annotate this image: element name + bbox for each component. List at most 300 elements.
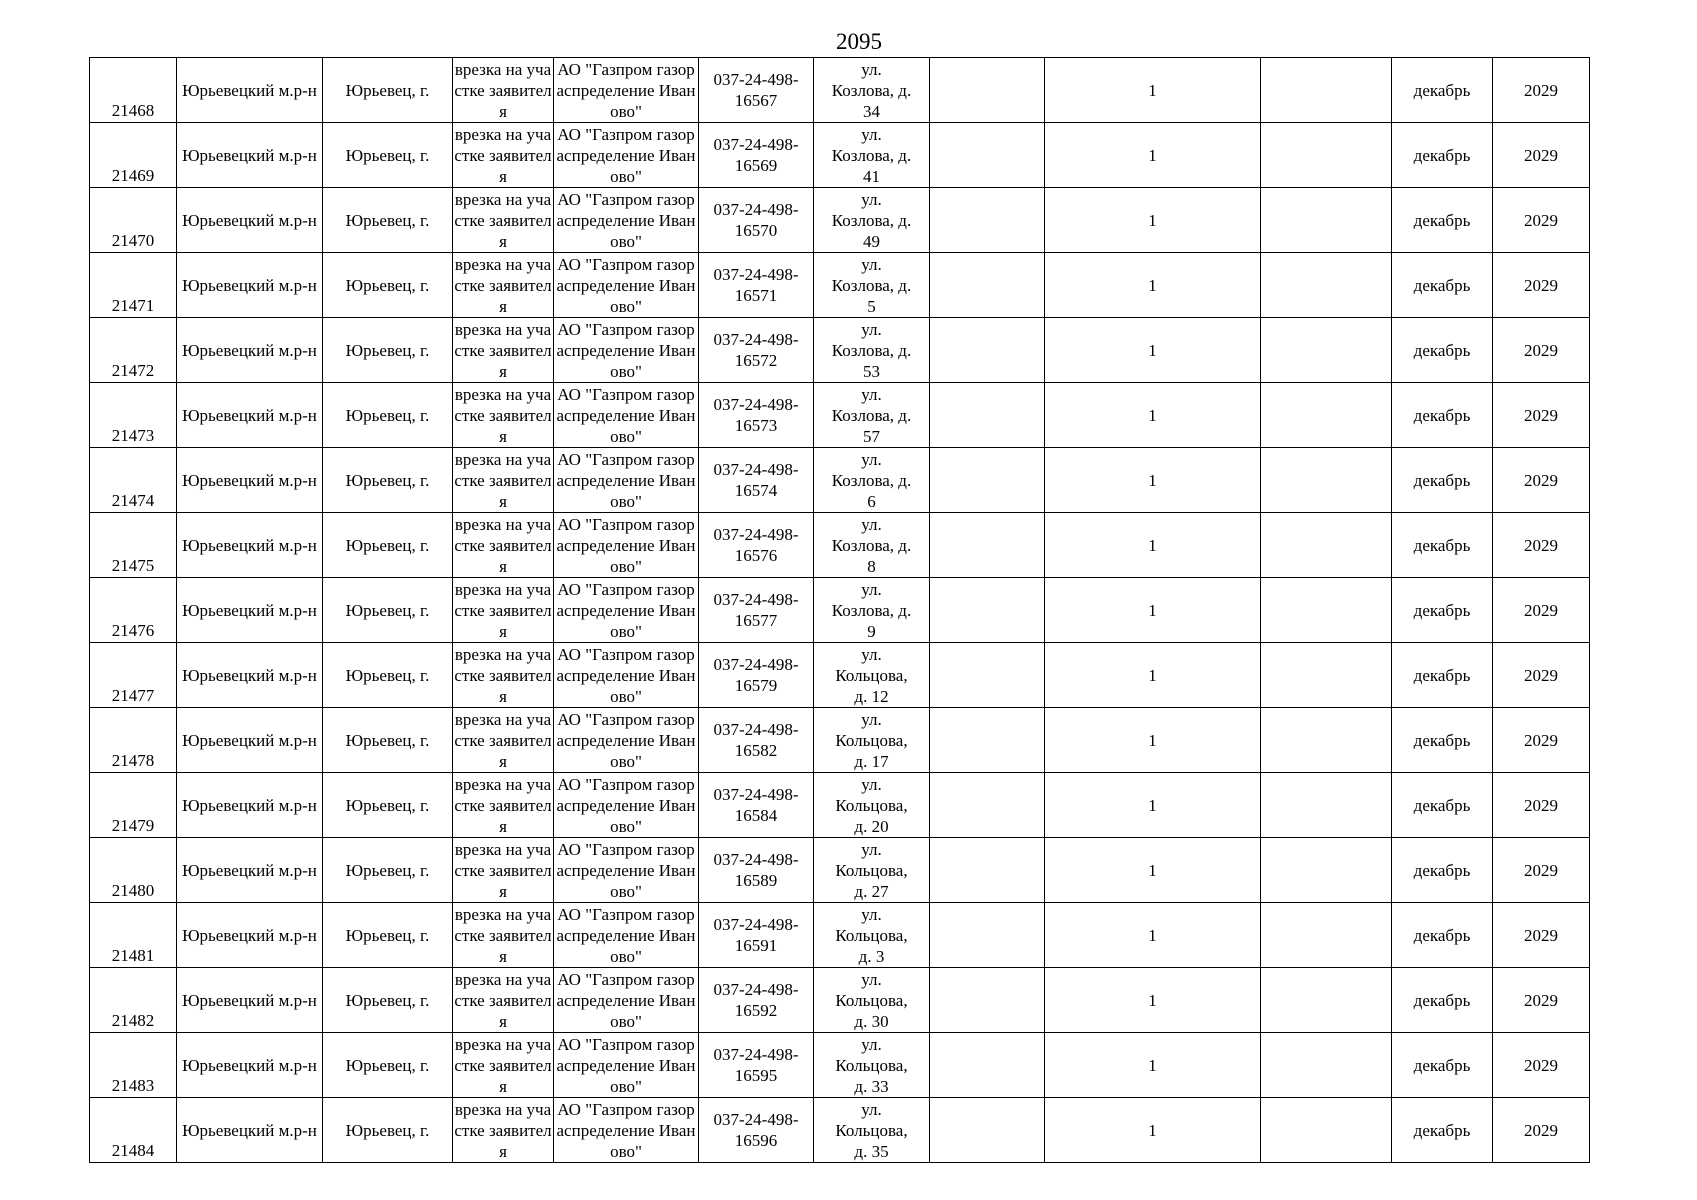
quantity-cell: 1 [1045,838,1261,903]
organization-cell: АО "Газпром газораспределение Иваново" [554,448,699,513]
district-cell: Юрьевецкий м.р-н [177,123,323,188]
quantity-cell: 1 [1045,903,1261,968]
empty-cell [1261,1098,1392,1163]
object-code-line: 16579 [734,676,778,695]
year-cell: 2029 [1493,578,1590,643]
row-number-cell: 21474 [90,448,177,513]
year-cell: 2029 [1493,253,1590,318]
empty-cell [930,903,1045,968]
object-code-cell [699,643,814,708]
connection-type-cell: врезка на участке заявителя [454,644,552,706]
address-line: 6 [867,491,876,511]
address-line: Козлова, д. [831,470,912,490]
row-number-cell: 21481 [90,903,177,968]
address-line: ул. [861,514,882,534]
settlement-cell: Юрьевец, г. [323,773,453,838]
table-row [90,188,1590,253]
table-row [90,253,1590,318]
quantity-cell: 1 [1045,708,1261,773]
year-cell: 2029 [1493,58,1590,123]
month-cell: декабрь [1392,188,1493,253]
object-code-cell [699,578,814,643]
empty-cell [930,318,1045,383]
empty-cell [930,1098,1045,1163]
year-cell: 2029 [1493,318,1590,383]
table-row [90,1033,1590,1098]
address-line: д. 33 [854,1076,889,1096]
month-cell: декабрь [1392,448,1493,513]
year-cell: 2029 [1493,903,1590,968]
object-code-line: 16574 [734,481,778,500]
address-line: д. 30 [854,1011,889,1031]
connection-type-cell: врезка на участке заявителя [454,774,552,836]
district-cell: Юрьевецкий м.р-н [177,513,323,578]
object-code-line: 037-24-498- [713,200,799,219]
district-cell: Юрьевецкий м.р-н [177,643,323,708]
row-number-cell: 21483 [90,1033,177,1098]
object-code-cell [699,773,814,838]
address-cell [814,903,930,968]
table-body [90,58,1590,1163]
district-cell: Юрьевецкий м.р-н [177,708,323,773]
organization-cell: АО "Газпром газораспределение Иваново" [554,123,699,188]
district-cell: Юрьевецкий м.р-н [177,773,323,838]
year-cell: 2029 [1493,1098,1590,1163]
district-cell: Юрьевецкий м.р-н [177,968,323,1033]
address-cell [814,1098,930,1163]
month-cell: декабрь [1392,318,1493,383]
address-cell [814,1033,930,1098]
connection-type-cell: врезка на участке заявителя [454,254,552,316]
district-cell: Юрьевецкий м.р-н [177,448,323,513]
address-line: д. 27 [854,881,889,901]
address-line: Кольцова, [835,665,908,685]
address-cell [814,513,930,578]
year-cell: 2029 [1493,643,1590,708]
object-code-cell [699,383,814,448]
address-line: Козлова, д. [831,535,912,555]
object-code-line: 16591 [734,936,778,955]
object-code-cell [699,1098,814,1163]
empty-cell [1261,643,1392,708]
settlement-cell: Юрьевец, г. [323,1033,453,1098]
gas-connection-table [89,57,1590,1163]
address-cell [814,708,930,773]
organization-cell: АО "Газпром газораспределение Иваново" [554,513,699,578]
address-line: Кольцова, [835,925,908,945]
settlement-cell: Юрьевец, г. [323,188,453,253]
month-cell: декабрь [1392,903,1493,968]
empty-cell [930,448,1045,513]
quantity-cell: 1 [1045,578,1261,643]
quantity-cell: 1 [1045,123,1261,188]
organization-cell: АО "Газпром газораспределение Иваново" [554,968,699,1033]
empty-cell [930,188,1045,253]
empty-cell [930,643,1045,708]
address-line: ул. [861,384,882,404]
object-code-cell [699,448,814,513]
month-cell: декабрь [1392,1098,1493,1163]
address-line: д. 35 [854,1141,889,1161]
year-cell: 2029 [1493,123,1590,188]
address-line: ул. [861,1034,882,1054]
address-cell [814,448,930,513]
organization-cell: АО "Газпром газораспределение Иваново" [554,383,699,448]
address-line: 5 [867,296,876,316]
year-cell: 2029 [1493,708,1590,773]
district-cell: Юрьевецкий м.р-н [177,253,323,318]
object-code-line: 16569 [734,156,778,175]
object-code-line: 037-24-498- [713,655,799,674]
address-cell [814,838,930,903]
address-line: Кольцова, [835,795,908,815]
year-cell: 2029 [1493,773,1590,838]
month-cell: декабрь [1392,123,1493,188]
month-cell: декабрь [1392,1033,1493,1098]
connection-type-cell: врезка на участке заявителя [454,1034,552,1096]
year-cell: 2029 [1493,1033,1590,1098]
empty-cell [930,383,1045,448]
object-code-line: 037-24-498- [713,70,799,89]
quantity-cell: 1 [1045,318,1261,383]
connection-type-cell: врезка на участке заявителя [454,319,552,381]
address-line: ул. [861,839,882,859]
address-line: д. 12 [854,686,889,706]
object-code-line: 037-24-498- [713,590,799,609]
empty-cell [930,968,1045,1033]
empty-cell [930,773,1045,838]
object-code-cell [699,318,814,383]
year-cell: 2029 [1493,513,1590,578]
table-row [90,708,1590,773]
empty-cell [1261,383,1392,448]
settlement-cell: Юрьевец, г. [323,708,453,773]
month-cell: декабрь [1392,253,1493,318]
object-code-line: 16571 [734,286,778,305]
table-row [90,838,1590,903]
year-cell: 2029 [1493,968,1590,1033]
object-code-cell [699,188,814,253]
object-code-cell [699,58,814,123]
connection-type-cell: врезка на участке заявителя [454,904,552,966]
object-code-line: 037-24-498- [713,915,799,934]
empty-cell [1261,513,1392,578]
organization-cell: АО "Газпром газораспределение Иваново" [554,188,699,253]
empty-cell [930,123,1045,188]
month-cell: декабрь [1392,773,1493,838]
address-cell [814,318,930,383]
address-line: Козлова, д. [831,340,912,360]
object-code-line: 16595 [734,1066,778,1085]
district-cell: Юрьевецкий м.р-н [177,188,323,253]
empty-cell [930,838,1045,903]
quantity-cell: 1 [1045,773,1261,838]
quantity-cell: 1 [1045,188,1261,253]
quantity-cell: 1 [1045,253,1261,318]
address-cell [814,578,930,643]
empty-cell [930,58,1045,123]
organization-cell: АО "Газпром газораспределение Иваново" [554,253,699,318]
object-code-line: 16573 [734,416,778,435]
address-line: ул. [861,904,882,924]
row-number-cell: 21472 [90,318,177,383]
connection-type-cell: врезка на участке заявителя [454,514,552,576]
object-code-line: 037-24-498- [713,1045,799,1064]
table-row [90,578,1590,643]
settlement-cell: Юрьевец, г. [323,513,453,578]
organization-cell: АО "Газпром газораспределение Иваново" [554,578,699,643]
table-row [90,968,1590,1033]
address-line: ул. [861,254,882,274]
object-code-line: 037-24-498- [713,850,799,869]
row-number-cell: 21479 [90,773,177,838]
organization-cell: АО "Газпром газораспределение Иваново" [554,708,699,773]
organization-cell: АО "Газпром газораспределение Иваново" [554,838,699,903]
page-number: 2095 [836,29,882,54]
district-cell: Юрьевецкий м.р-н [177,318,323,383]
object-code-line: 16576 [734,546,778,565]
address-cell [814,773,930,838]
settlement-cell: Юрьевец, г. [323,643,453,708]
organization-cell: АО "Газпром газораспределение Иваново" [554,58,699,123]
row-number-cell: 21469 [90,123,177,188]
row-number-cell: 21477 [90,643,177,708]
empty-cell [1261,318,1392,383]
quantity-cell: 1 [1045,1033,1261,1098]
connection-type-cell: врезка на участке заявителя [454,449,552,511]
quantity-cell: 1 [1045,448,1261,513]
district-cell: Юрьевецкий м.р-н [177,838,323,903]
row-number-cell: 21478 [90,708,177,773]
table-row [90,513,1590,578]
object-code-line: 16584 [734,806,778,825]
object-code-cell [699,1033,814,1098]
object-code-cell [699,253,814,318]
object-code-line: 16596 [734,1131,778,1150]
quantity-cell: 1 [1045,1098,1261,1163]
address-line: ул. [861,189,882,209]
empty-cell [1261,708,1392,773]
address-line: 8 [867,556,876,576]
address-line: 53 [863,361,880,381]
settlement-cell: Юрьевец, г. [323,123,453,188]
district-cell: Юрьевецкий м.р-н [177,1098,323,1163]
connection-type-cell: врезка на участке заявителя [454,59,552,121]
empty-cell [1261,903,1392,968]
table-row [90,643,1590,708]
settlement-cell: Юрьевец, г. [323,903,453,968]
address-line: ул. [861,774,882,794]
organization-cell: АО "Газпром газораспределение Иваново" [554,1098,699,1163]
object-code-cell [699,838,814,903]
address-line: Козлова, д. [831,275,912,295]
row-number-cell: 21484 [90,1098,177,1163]
address-cell [814,643,930,708]
table-row [90,773,1590,838]
month-cell: декабрь [1392,643,1493,708]
connection-type-cell: врезка на участке заявителя [454,1099,552,1161]
connection-type-cell: врезка на участке заявителя [454,969,552,1031]
settlement-cell: Юрьевец, г. [323,58,453,123]
object-code-cell [699,903,814,968]
settlement-cell: Юрьевец, г. [323,253,453,318]
object-code-line: 16572 [734,351,778,370]
settlement-cell: Юрьевец, г. [323,578,453,643]
connection-type-cell: врезка на участке заявителя [454,189,552,251]
address-line: ул. [861,59,882,79]
year-cell: 2029 [1493,383,1590,448]
quantity-cell: 1 [1045,58,1261,123]
row-number-cell: 21471 [90,253,177,318]
empty-cell [1261,253,1392,318]
row-number-cell: 21470 [90,188,177,253]
empty-cell [930,708,1045,773]
address-line: Кольцова, [835,990,908,1010]
object-code-line: 16570 [734,221,778,240]
object-code-line: 037-24-498- [713,1110,799,1129]
empty-cell [1261,58,1392,123]
address-cell [814,253,930,318]
address-line: 9 [867,621,876,641]
empty-cell [1261,578,1392,643]
address-line: Кольцова, [835,860,908,880]
object-code-line: 16577 [734,611,778,630]
month-cell: декабрь [1392,968,1493,1033]
row-number-cell: 21473 [90,383,177,448]
district-cell: Юрьевецкий м.р-н [177,903,323,968]
address-line: ул. [861,644,882,664]
address-line: Кольцова, [835,1120,908,1140]
organization-cell: АО "Газпром газораспределение Иваново" [554,318,699,383]
connection-type-cell: врезка на участке заявителя [454,384,552,446]
address-line: Козлова, д. [831,600,912,620]
month-cell: декабрь [1392,578,1493,643]
empty-cell [1261,123,1392,188]
object-code-line: 037-24-498- [713,395,799,414]
settlement-cell: Юрьевец, г. [323,1098,453,1163]
address-line: 57 [863,426,880,446]
object-code-line: 037-24-498- [713,785,799,804]
table-row [90,448,1590,513]
object-code-cell [699,123,814,188]
row-number-cell: 21475 [90,513,177,578]
settlement-cell: Юрьевец, г. [323,838,453,903]
organization-cell: АО "Газпром газораспределение Иваново" [554,1033,699,1098]
empty-cell [1261,1033,1392,1098]
address-cell [814,58,930,123]
address-line: д. 17 [854,751,889,771]
address-line: ул. [861,1099,882,1119]
address-line: Козлова, д. [831,210,912,230]
empty-cell [1261,838,1392,903]
year-cell: 2029 [1493,448,1590,513]
quantity-cell: 1 [1045,643,1261,708]
object-code-line: 16589 [734,871,778,890]
table-row [90,903,1590,968]
object-code-line: 16582 [734,741,778,760]
object-code-cell [699,708,814,773]
quantity-cell: 1 [1045,968,1261,1033]
empty-cell [1261,188,1392,253]
empty-cell [1261,773,1392,838]
address-line: 41 [863,166,880,186]
table-row [90,318,1590,383]
table-row [90,1098,1590,1163]
address-line: ул. [861,969,882,989]
table-row [90,123,1590,188]
address-line: д. 3 [858,946,885,966]
year-cell: 2029 [1493,188,1590,253]
row-number-cell: 21480 [90,838,177,903]
district-cell: Юрьевецкий м.р-н [177,383,323,448]
address-line: Козлова, д. [831,405,912,425]
address-line: Козлова, д. [831,145,912,165]
settlement-cell: Юрьевец, г. [323,448,453,513]
month-cell: декабрь [1392,838,1493,903]
organization-cell: АО "Газпром газораспределение Иваново" [554,643,699,708]
quantity-cell: 1 [1045,383,1261,448]
connection-type-cell: врезка на участке заявителя [454,124,552,186]
object-code-line: 037-24-498- [713,720,799,739]
connection-type-cell: врезка на участке заявителя [454,839,552,901]
object-code-cell [699,968,814,1033]
table-row [90,58,1590,123]
object-code-line: 037-24-498- [713,135,799,154]
object-code-line: 16592 [734,1001,778,1020]
object-code-line: 037-24-498- [713,460,799,479]
empty-cell [930,578,1045,643]
address-line: ул. [861,579,882,599]
address-cell [814,968,930,1033]
empty-cell [930,253,1045,318]
year-cell: 2029 [1493,838,1590,903]
settlement-cell: Юрьевец, г. [323,968,453,1033]
district-cell: Юрьевецкий м.р-н [177,1033,323,1098]
row-number-cell: 21468 [90,58,177,123]
empty-cell [1261,448,1392,513]
quantity-cell: 1 [1045,513,1261,578]
row-number-cell: 21476 [90,578,177,643]
settlement-cell: Юрьевец, г. [323,318,453,383]
row-number-cell: 21482 [90,968,177,1033]
table-row [90,383,1590,448]
address-line: ул. [861,449,882,469]
empty-cell [930,1033,1045,1098]
month-cell: декабрь [1392,58,1493,123]
object-code-line: 037-24-498- [713,980,799,999]
organization-cell: АО "Газпром газораспределение Иваново" [554,903,699,968]
address-line: Кольцова, [835,1055,908,1075]
object-code-line: 037-24-498- [713,330,799,349]
month-cell: декабрь [1392,383,1493,448]
object-code-line: 037-24-498- [713,525,799,544]
address-cell [814,188,930,253]
connection-type-cell: врезка на участке заявителя [454,579,552,641]
object-code-cell [699,513,814,578]
month-cell: декабрь [1392,708,1493,773]
settlement-cell: Юрьевец, г. [323,383,453,448]
address-line: 49 [863,231,880,251]
district-cell: Юрьевецкий м.р-н [177,58,323,123]
organization-cell: АО "Газпром газораспределение Иваново" [554,773,699,838]
address-line: Козлова, д. [831,80,912,100]
address-line: ул. [861,319,882,339]
address-line: Кольцова, [835,730,908,750]
empty-cell [1261,968,1392,1033]
object-code-line: 037-24-498- [713,265,799,284]
address-line: ул. [861,124,882,144]
address-line: 34 [863,101,880,121]
